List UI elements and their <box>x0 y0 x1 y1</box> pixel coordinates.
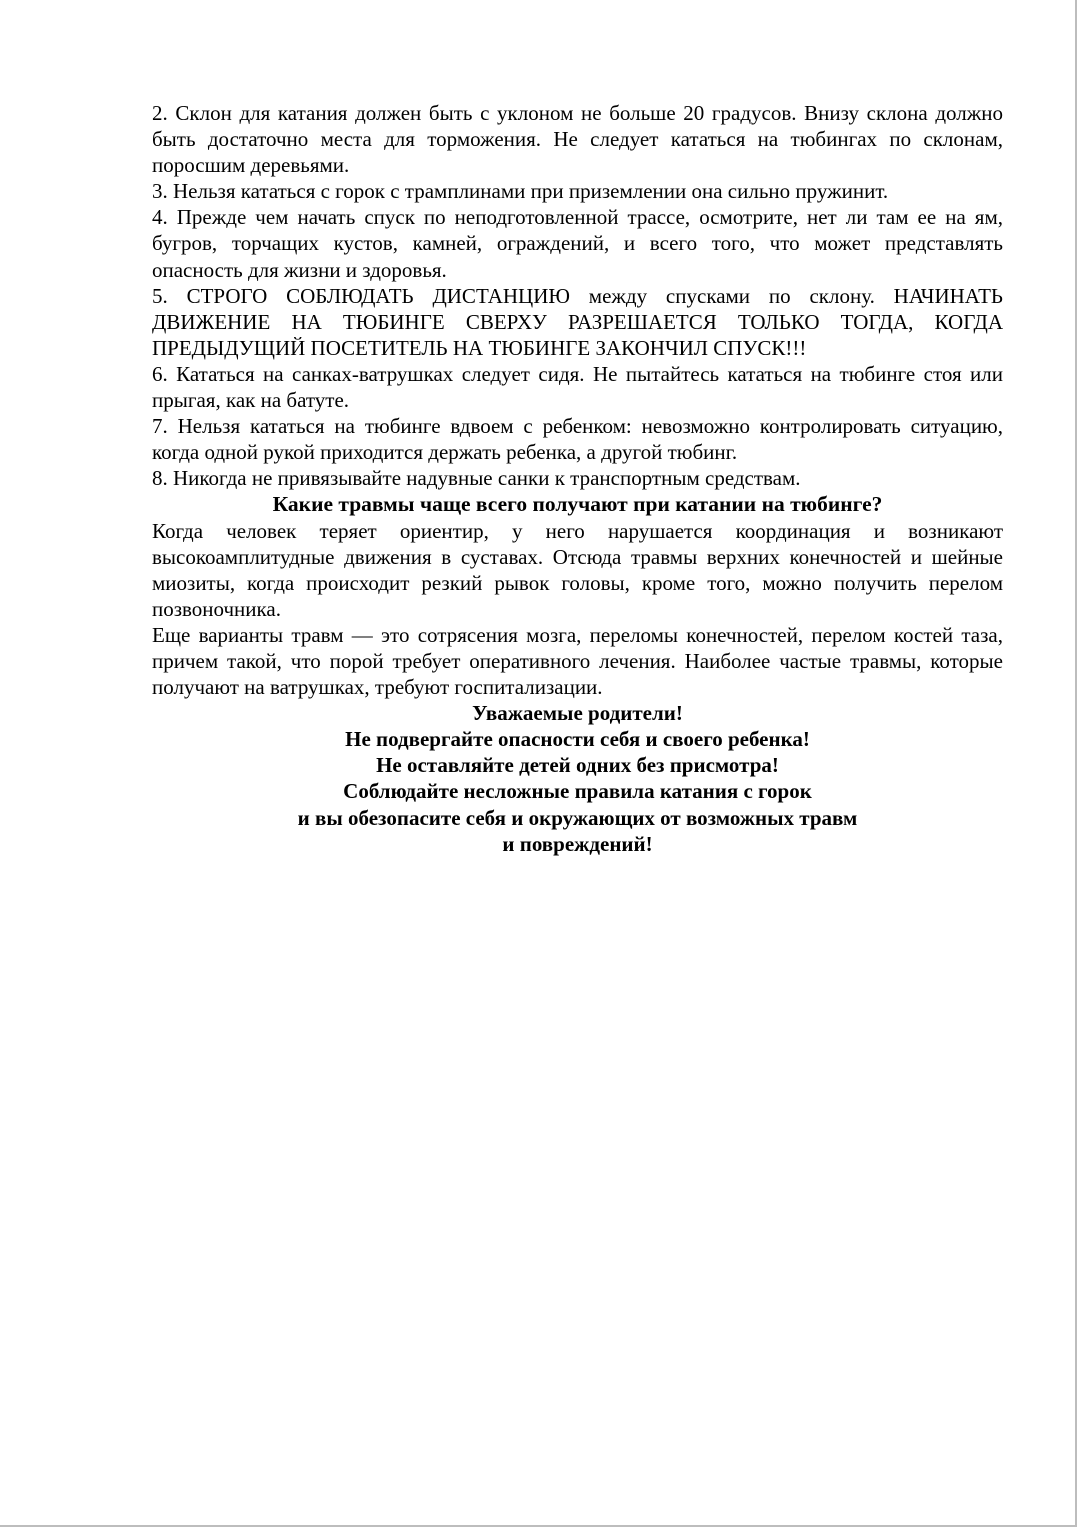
rule-paragraph-4: 4. Прежде чем начать спуск по неподготовленной трассе, осмотрите, нет ли там ее на ям, бугров, торчащих кустов, камней, ограждений, и всего того, что может представлять опасность для жизни и здоровья. <box>152 205 1003 282</box>
injury-paragraph-1: Когда человек теряет ориентир, у него нарушается координация и возникают высокоамплитудные движения в суставах. Отсюда травмы верхних конечностей и шейные миозиты, когда происходит резкий рывок головы, кроме того, можно получить перелом позвоночника. <box>152 518 1003 621</box>
appeal-line: Не оставляйте детей одних без присмотра! <box>376 753 779 778</box>
parents-appeal <box>152 700 1003 857</box>
rule-paragraph-6: 6. Кататься на санках-ватрушках следует сидя. Не пытайтесь кататься на тюбинге стоя или прыгая, как на батуте. <box>152 361 1003 413</box>
rule-paragraph-5: 5. СТРОГО СОБЛЮДАТЬ ДИСТАНЦИЮ между спусками по склону. НАЧИНАТЬ ДВИЖЕНИЕ НА ТЮБИНГЕ СВЕРХУ РАЗРЕШАЕТСЯ ТОЛЬКО ТОГДА, КОГДА ПРЕДЫДУЩИЙ ПОСЕТИТЕЛЬ НА ТЮБИНГЕ ЗАКОНЧИЛ СПУСК!!! <box>152 283 1003 360</box>
appeal-line: Не подвергайте опасности себя и своего ребенка! <box>345 727 810 752</box>
document-body <box>152 100 1003 857</box>
appeal-line: и вы обезопасите себя и окружающих от возможных травм <box>297 805 858 830</box>
rule-paragraph-8: 8. Никогда не привязывайте надувные санки к транспортным средствам. <box>152 466 801 491</box>
rule-paragraph-2: 2. Склон для катания должен быть с уклоном не больше 20 градусов. Внизу склона должно быть достаточно места для торможения. Не следует кататься на тюбингах по склонам, поросшим деревьями. <box>152 101 1003 178</box>
appeal-line: Уважаемые родители! <box>472 701 683 726</box>
injury-paragraph-2: Еще варианты травм — это сотрясения мозга, переломы конечностей, перелом костей таза, причем такой, что порой требует оперативного лечения. Наиболее частые травмы, которые получают на ватрушках, требуют госпитализации. <box>152 622 1003 700</box>
appeal-line: Соблюдайте несложные правила катания с горок <box>343 779 812 804</box>
rule-paragraph-3: 3. Нельзя кататься с горок с трамплинами при приземлении она сильно пружинит. <box>152 179 889 204</box>
appeal-line: и повреждений! <box>502 831 653 856</box>
injuries-heading: Какие травмы чаще всего получают при катании на тюбинге? <box>272 492 883 517</box>
rule-paragraph-7: 7. Нельзя кататься на тюбинге вдвоем с ребенком: невозможно контролировать ситуацию, когда одной рукой приходится держать ребенка, а другой тюбинг. <box>152 414 1003 465</box>
